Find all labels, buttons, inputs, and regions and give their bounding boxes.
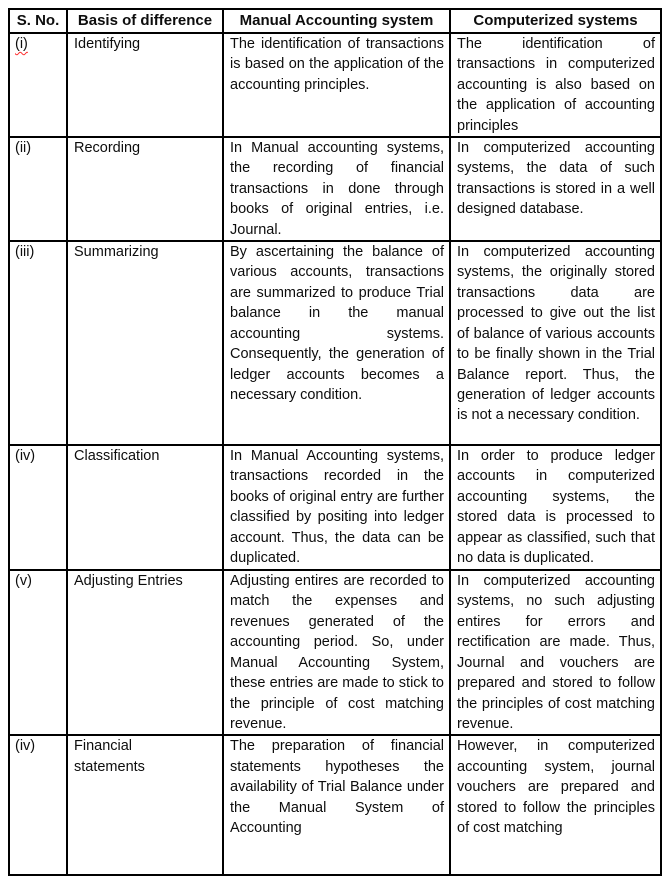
computerized-cell: In computerized accounting systems, the originally stored transactions data are processed to give out the list of balance of various accounts to be finally shown in the Trial Balance report. Thus, the generation of ledger accounts is not a necessary condition. (450, 241, 661, 445)
manual-cell: In Manual Accounting systems, transactions recorded in the books of original entry are further classified by positing into ledger account. Thus, the data can be duplicated. (223, 445, 450, 570)
basis-cell: Adjusting Entries (67, 570, 223, 735)
column-header-computerized: Computerized systems (450, 9, 661, 33)
table-row (9, 33, 661, 137)
spellcheck-squiggle: (i) (15, 36, 28, 52)
serial-cell: (iii) (9, 241, 67, 445)
serial-cell: (iv) (9, 445, 67, 570)
comparison-table (8, 8, 662, 876)
serial-cell: (iv) (9, 735, 67, 875)
column-header-manual: Manual Accounting system (223, 9, 450, 33)
manual-cell: By ascertaining the balance of various accounts, transactions are summarized to produce Trial balance in the manual accounting systems. Consequently, the generation of ledger accounts becomes a necessary condition. (223, 241, 450, 445)
computerized-cell: However, in computerized accounting system, journal vouchers are prepared and stored to follow the principles of cost matching (450, 735, 661, 875)
basis-cell: Classification (67, 445, 223, 570)
computerized-cell: In computerized accounting systems, the data of such transactions is stored in a well designed database. (450, 137, 661, 241)
table-row (9, 570, 661, 735)
computerized-cell: The identification of transactions in computerized accounting is also based on the application of accounting principles (450, 33, 661, 137)
manual-cell: Adjusting entires are recorded to match the expenses and revenues generated of the accounting period. So, under Manual Accounting System, these entries are made to stick to the principle of cost matching revenue. (223, 570, 450, 735)
manual-cell: The identification of transactions is based on the application of the accounting principles. (223, 33, 450, 137)
computerized-cell: In computerized accounting systems, no such adjusting entires for errors and rectification are made. Thus, Journal and vouchers are prepared and stored to follow the principles of cost matching revenue. (450, 570, 661, 735)
table-row (9, 445, 661, 570)
computerized-cell: In order to produce ledger accounts in computerized accounting systems, the stored data is processed to appear as classified, such that no data is duplicated. (450, 445, 661, 570)
manual-cell: In Manual accounting systems, the recording of financial transactions in done through books of original entries, i.e. Journal. (223, 137, 450, 241)
serial-cell: (ii) (9, 137, 67, 241)
table-row (9, 735, 661, 875)
table-row (9, 137, 661, 241)
basis-cell: Identifying (67, 33, 223, 137)
header-row (9, 9, 661, 33)
basis-cell: Summarizing (67, 241, 223, 445)
serial-cell: (v) (9, 570, 67, 735)
serial-cell (9, 33, 67, 137)
table-row (9, 241, 661, 445)
basis-cell: Financial statements (67, 735, 223, 875)
column-header-basis: Basis of difference (67, 9, 223, 33)
manual-cell: The preparation of financial statements hypotheses the availability of Trial Balance under the Manual System of Accounting (223, 735, 450, 875)
basis-cell: Recording (67, 137, 223, 241)
column-header-sno: S. No. (9, 9, 67, 33)
